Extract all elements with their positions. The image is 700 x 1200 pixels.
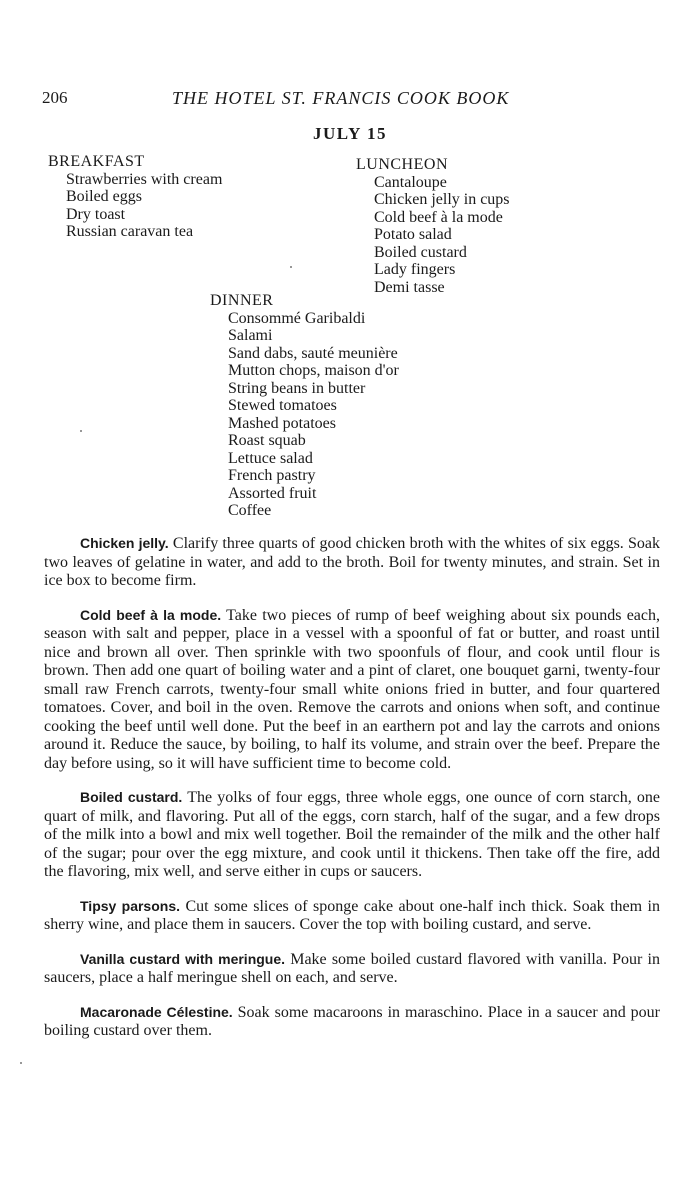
page-header	[0, 86, 700, 112]
menu-item: Roast squab	[228, 432, 306, 449]
luncheon-title: LUNCHEON	[356, 156, 448, 173]
menu-item: Mutton chops, maison d'or	[228, 362, 399, 379]
menu-item: Dry toast	[66, 205, 126, 223]
page-number: 206	[42, 88, 68, 107]
dinner-items	[210, 310, 399, 520]
menu-item: Salami	[228, 327, 273, 344]
recipe-text: The yolks of four eggs, three whole eggs, one ounce of corn starch, one quart of milk, and flavoring. Put all of the eggs, corn starch, half of the sugar, and a few drops of the milk into a bowl and mix well together. Boil the remainder of the milk and the other half of the sugar; pour over the egg mixture, and cook until it thickens. Then take off the fire, add the flavoring, mix well, and serve either in cups or saucers.	[44, 789, 661, 880]
recipe-macaronade-celestine	[44, 1003, 660, 1041]
paper-speck	[20, 1062, 22, 1064]
breakfast-items	[48, 171, 222, 241]
recipe-text: Clarify three quarts of good chicken broth with the whites of six eggs. Soak two leaves of gelatine in water, and add to the broth. Boil for twenty minutes, and strain. Set in ice box to become firm.	[44, 535, 661, 589]
luncheon-menu	[356, 156, 510, 296]
running-title: THE HOTEL ST. FRANCIS COOK BOOK	[172, 88, 510, 108]
menu-item: Assorted fruit	[228, 484, 317, 502]
menu-item: Mashed potatoes	[228, 414, 336, 432]
menu-item: String beans in butter	[228, 379, 366, 397]
recipe-title: Chicken jelly.	[80, 535, 169, 551]
paper-speck	[290, 266, 292, 268]
recipe-tipsy-parsons	[44, 897, 660, 935]
menu-item: Cantaloupe	[374, 173, 447, 191]
recipe-boiled-custard	[44, 788, 660, 882]
menu-item: Boiled eggs	[66, 188, 142, 205]
luncheon-items	[356, 174, 510, 297]
recipe-vanilla-custard-with-meringue	[44, 950, 660, 988]
menu-item: Sand dabs, sauté meunière	[228, 344, 398, 362]
recipe-title: Macaronade Célestine.	[80, 1003, 233, 1020]
menu-item: Lady fingers	[374, 261, 456, 278]
breakfast-title: BREAKFAST	[48, 153, 145, 170]
menu-item: Strawberries with cream	[66, 170, 223, 188]
menu-item: Chicken jelly in cups	[374, 191, 510, 208]
recipes-section	[44, 534, 660, 1056]
menu-item: Coffee	[228, 502, 272, 519]
paper-speck	[80, 430, 82, 432]
menu-date: JULY 15	[313, 124, 387, 143]
recipe-text: Take two pieces of rump of beef weighing about six pounds each, season with salt and pepper, place in a vessel with a spoonful of fat or butter, and roast until nice and brown all over. Then sprinkle with two spoonfuls of flour, and cook until flour is brown. Then add one quart of boiling water and a pint of claret, one bouquet garni, twenty-four small raw French carrots, twenty-four small white onions fried in butter, and four quartered tomatoes. Cover, and boil in the oven. Remove the carrots and onions when soft, and continue cooking the beef until well done. Put the beef in an earthern pot and lay the carrots and onions around it. Reduce the sauce, by boiling, to half its volume, and strain over the beef. Prepare the day before using, so it will have sufficient time to become cold.	[44, 606, 661, 772]
menu-item: Potato salad	[374, 226, 452, 243]
menu-item: Russian caravan tea	[66, 223, 194, 240]
recipe-text: Cut some slices of sponge cake about one-half inch thick. Soak them in sherry wine, and place them in saucers. Cover the top with boiling custard, and serve.	[44, 897, 660, 933]
recipe-cold-beef-a-la-mode	[44, 606, 660, 774]
recipe-title: Tipsy parsons.	[80, 897, 180, 914]
menu-item: Lettuce salad	[228, 449, 313, 467]
recipe-title: Boiled custard.	[80, 789, 183, 805]
dinner-title: DINNER	[210, 292, 274, 309]
recipe-title: Cold beef à la mode.	[80, 606, 222, 623]
menu-item: Demi tasse	[374, 278, 445, 296]
recipe-text: Make some boiled custard flavored with vanilla. Pour in saucers, place a half meringue shell on each, and serve.	[44, 950, 661, 986]
menu-item: Consommé Garibaldi	[228, 309, 366, 327]
menu-item: Cold beef à la mode	[374, 208, 503, 226]
menu-item: Boiled custard	[374, 243, 467, 261]
recipe-title: Vanilla custard with meringue.	[80, 950, 286, 967]
recipe-chicken-jelly	[44, 534, 660, 591]
breakfast-menu	[48, 153, 222, 241]
menu-item: French pastry	[228, 467, 316, 484]
recipe-text: Soak some macaroons in maraschino. Place in a saucer and pour boiling custard over them.	[44, 1003, 660, 1039]
menu-item: Stewed tomatoes	[228, 397, 337, 414]
dinner-menu	[210, 292, 399, 520]
